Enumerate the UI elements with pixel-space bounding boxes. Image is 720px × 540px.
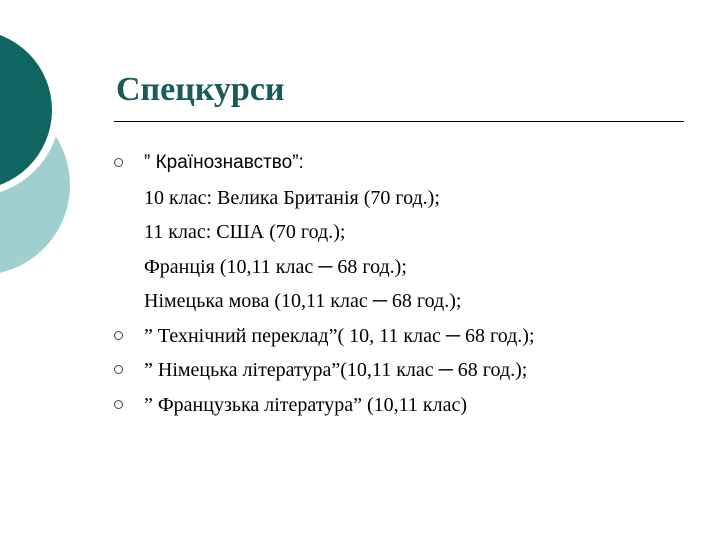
list-item-text: ” Німецька література”(10,11 клас ─ 68 год.); bbox=[144, 359, 528, 381]
list-item-continuation bbox=[114, 250, 694, 285]
hollow-circle-icon bbox=[114, 331, 123, 340]
list-item-text: ” Країнознавство”: bbox=[144, 152, 304, 173]
list-item-text: 11 клас: США (70 год.); bbox=[144, 221, 346, 243]
list-item-continuation bbox=[114, 181, 694, 216]
hollow-circle-icon bbox=[114, 400, 123, 409]
list-item-text: 10 клас: Велика Британія (70 год.); bbox=[144, 186, 440, 209]
slide-title: Спецкурси bbox=[116, 71, 285, 108]
hollow-circle-icon bbox=[114, 365, 123, 374]
hollow-circle-icon bbox=[114, 158, 123, 167]
list-item-text: Німецька мова (10,11 клас ─ 68 год.); bbox=[144, 290, 462, 312]
list-item-continuation bbox=[114, 284, 694, 319]
list-item bbox=[114, 319, 694, 354]
list-item-continuation bbox=[114, 215, 694, 250]
list-item-text: ” Французька література” (10,11 клас) bbox=[144, 393, 468, 416]
list-item bbox=[114, 146, 694, 181]
slide-content bbox=[114, 146, 694, 422]
decorative-circles bbox=[0, 0, 130, 300]
list-item-text: ” Технічний переклад”( 10, 11 клас ─ 68 год.); bbox=[144, 324, 535, 347]
list-item-text: Франція (10,11 клас ─ 68 год.); bbox=[144, 255, 407, 278]
title-divider bbox=[114, 121, 684, 122]
list-item bbox=[114, 353, 694, 388]
list-item bbox=[114, 388, 694, 423]
